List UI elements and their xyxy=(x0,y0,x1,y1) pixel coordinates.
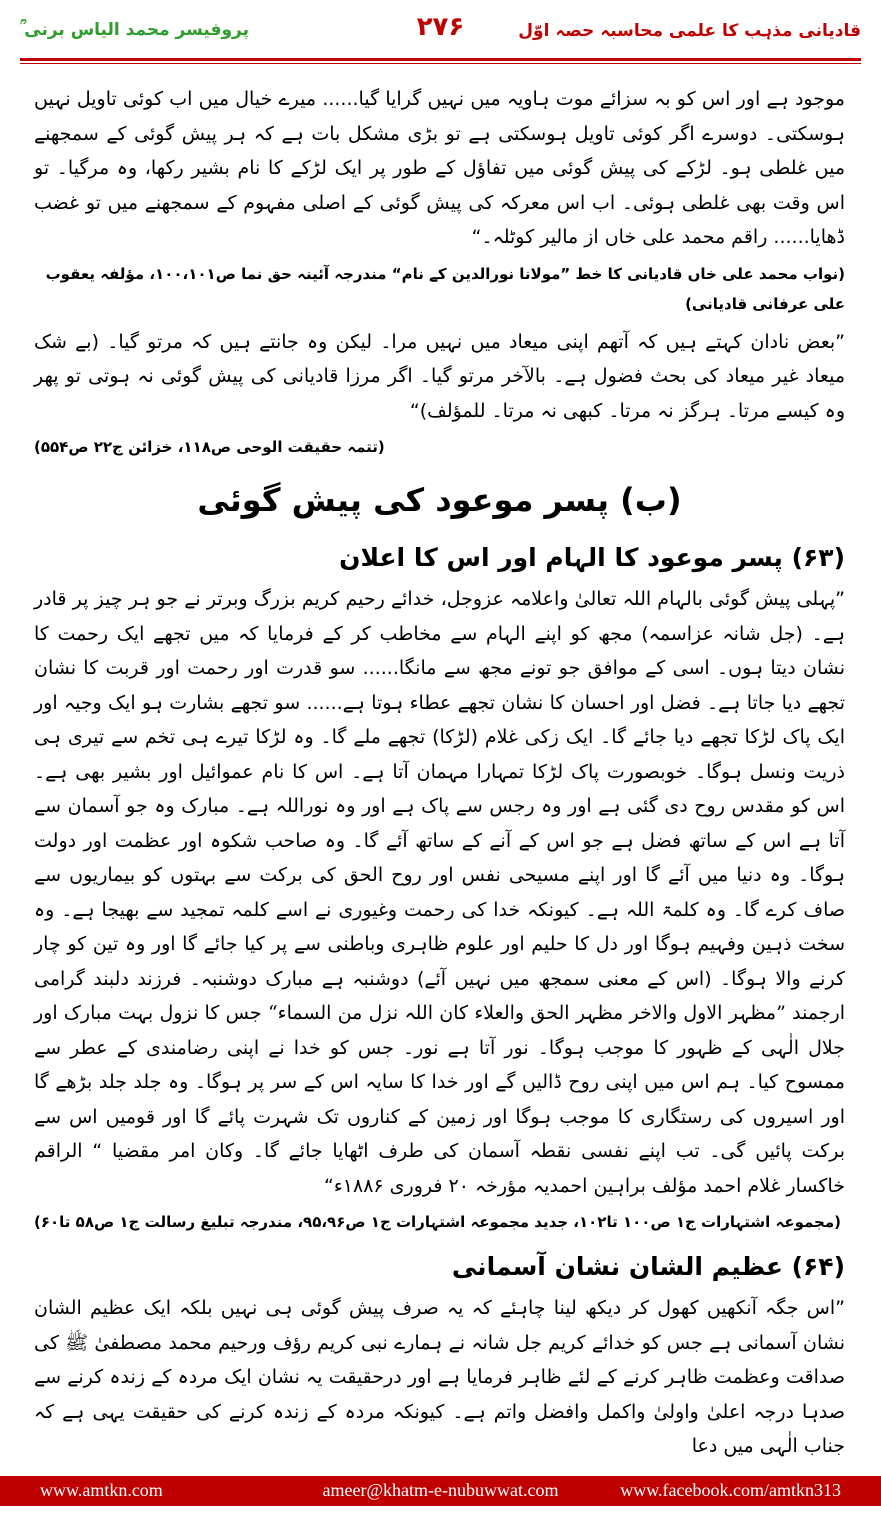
prophecy-signature: “ الراقم خاکسار غلام احمد مؤلف براہین احمدیہ مؤرخہ ۲۰ فروری ۱۸۸۶ء“ xyxy=(34,1140,845,1197)
footer-facebook[interactable]: www.facebook.com/amtkn313 xyxy=(620,1480,841,1500)
author-name: پروفیسر محمد الیاس برنی ؒ xyxy=(20,20,250,40)
paragraph-atham: ”بعض نادان کہتے ہیں کہ آتھم اپنی میعاد میں نہیں مرا۔ لیکن وہ جانتے ہیں کہ مرتو گیا۔ (بے شک میعاد غیر میعاد کی بحث فضول ہے۔ بالآخر مرتو گیا۔ اگر مرزا قادیانی کی پیش گوئی نہ ہوتی تو پھر وہ کیسے مرتا۔ ہرگز نہ مرتا۔ کبھی نہ مرتا۔ للمؤلف)“ xyxy=(34,330,845,422)
paragraph-prophecy xyxy=(34,582,845,1203)
book-title: قادیانی مذہب کا علمی محاسبہ حصہ اوّل xyxy=(518,21,861,41)
paragraph-letter: موجود ہے اور اس کو بہ سزائے موت ہاویہ میں نہیں گرایا گیا...... میرے خیال میں اب کوئی تاویل نہیں ہوسکتی۔ دوسرے اگر کوئی تاویل ہوسکتی ہے تو بڑی مشکل بات ہے کہ ہر پیش گوئی کے سمجھنے میں غلطی ہو۔ لڑکے کی پیش گوئی میں تفاؤل کے طور پر ایک لڑکے کا نام بشیر رکھا، وہ مرگیا۔ تو اس وقت بھی غلطی ہوئی۔ اب اس معرکہ کی پیش گوئی کے اصلی مفہوم کے سمجھنے میں تو غضب ڈھایا...... راقم محمد علی خاں از مالیر کوٹلہ۔“ xyxy=(34,88,845,248)
reference-tatimma: (تتمہ حقیقت الوحی ص۱۱۸، خزائن ج۲۲ ص۵۵۴) xyxy=(34,438,385,456)
page-footer xyxy=(0,1476,881,1506)
arabic-phrase-2: وکان امر مقضیا xyxy=(111,1140,244,1162)
page-header xyxy=(20,8,861,56)
header-divider xyxy=(20,58,861,61)
paragraph-sign: ”اس جگہ آنکھیں کھول کر دیکھ لینا چاہئے کہ یہ صرف پیش گوئی ہی نہیں بلکہ ایک عظیم الشان نشان آسمانی ہے جس کو خدائے کریم جل شانہ نے ہمارے نبی کریم رؤف ورحیم محمد مصطفیٰ ﷺ کی صداقت وعظمت ظاہر کرنے کے لئے ظاہر فرمایا ہے اور درحقیقت یہ نشان ایک مردہ کے زندہ کرنے سے صدہا درجہ اعلیٰ واولیٰ واکمل وافضل واتم ہے۔ کیونکہ مردہ کے زندہ کرنے کی حقیقت یہی ہے کہ جناب الٰہی میں دعا xyxy=(34,1297,845,1457)
arabic-phrase-1: ”مظہر الاول والاخر مظہر الحق والعلاء کان اللہ نزل من السماء“ xyxy=(267,1002,786,1024)
reference-majmua: (مجموعہ اشتہارات ج۱ ص۱۰۰ تا۱۰۲، جدید مجموعہ اشتہارات ج۱ ص۹۵،۹۶، مندرجہ تبلیغ رسالت ج۱ ص۵۸ تا۶۰) xyxy=(34,1213,841,1231)
footer-email[interactable]: ameer@khatm-e-nubuwwat.com xyxy=(322,1480,559,1500)
prophecy-text-2: جس کا نزول بہت مبارک اور جلال الٰہی کے ظہور کا موجب ہوگا۔ نور آتا ہے نور۔ جس کو خدا نے اپنی رضامندی کے عطر سے ممسوح کیا۔ ہم اس میں اپنی روح ڈالیں گے اور خدا کا سایہ اس کے سر پر ہوگا۔ وہ جلد جلد بڑھے گا اور اسیروں کی رستگاری کا موجب ہوگا اور زمین کے کناروں تک شہرت پائے گا اور قومیں اس سے برکت پائیں گی۔ تب اپنے نفسی نقطہ آسمان کی طرف اٹھایا جائے گا۔ xyxy=(34,1002,845,1162)
reference-letter: (نواب محمد علی خاں قادیانی کا خط ”مولانا نورالدین کے نام“ مندرجہ آئینہ حق نما ص۱۰۰،۱۰۱، مؤلفہ یعقوب علی عرفانی قادیانی) xyxy=(45,264,845,313)
heading-63: (۶۳) پسر موعود کا الہام اور اس کا اعلان xyxy=(339,543,845,572)
page-number: ۲۷۶ xyxy=(416,12,465,42)
page-content xyxy=(34,82,845,1472)
footer-website[interactable]: www.amtkn.com xyxy=(40,1480,163,1500)
header-divider-thin xyxy=(20,63,861,64)
heading-64: (۶۴) عظیم الشان نشان آسمانی xyxy=(451,1252,845,1281)
section-heading: (ب) پسر موعود کی پیش گوئی xyxy=(197,481,682,519)
prophecy-text: ”پہلی پیش گوئی بالہام اللہ تعالیٰ واعلامہ عزوجل، خدائے رحیم کریم بزرگ وبرتر نے جو ہر چیز پر قادر ہے۔ (جل شانہ عزاسمہ) مجھ کو اپنے الہام سے مخاطب کر کے فرمایا کہ میں تجھے ایک رحمت کا نشان دیتا ہوں۔ اسی کے موافق جو تونے مجھ سے مانگا...... سو قدرت اور رحمت اور قربت کا نشان تجھے دیا جاتا ہے۔ فضل اور احسان کا نشان تجھے عطاء ہوتا ہے...... سو تجھے بشارت ہو ایک وجیہ اور ایک پاک لڑکا تجھے دیا جائے گا۔ ایک زکی غلام (لڑکا) تجھے ملے گا۔ وہ لڑکا تیرے ہی تخم سے تیری ہی ذریت ونسل ہوگا۔ خوبصورت پاک لڑکا تمہارا مہمان آتا ہے۔ اس کا نام عموائیل اور بشیر بھی ہے۔ اس کو مقدس روح دی گئی ہے اور وہ رجس سے پاک ہے اور وہ نوراللہ ہے۔ مبارک وہ جو آسمان سے آتا ہے اس کے ساتھ فضل ہے جو اس کے آنے کے ساتھ آئے گا۔ وہ صاحب شکوہ اور عظمت اور دولت ہوگا۔ وہ دنیا میں آئے گا اور اپنے مسیحی نفس اور روح الحق کی برکت سے بہتوں کو بیماریوں سے صاف کرے گا۔ وہ کلمۃ اللہ ہے۔ کیونکہ خدا کی رحمت وغیوری نے اسے کلمہ تمجید سے بھیجا ہے۔ وہ سخت ذہین وفہیم ہوگا اور دل کا حلیم اور علوم ظاہری وباطنی سے پر کیا جائے گا اور وہ تین کو چار کرنے والا ہوگا۔ (اس کے معنی سمجھ میں نہیں آئے) دوشنبہ ہے مبارک دوشنبہ۔ فرزند دلبند گرامی ارجمند xyxy=(34,588,846,1024)
